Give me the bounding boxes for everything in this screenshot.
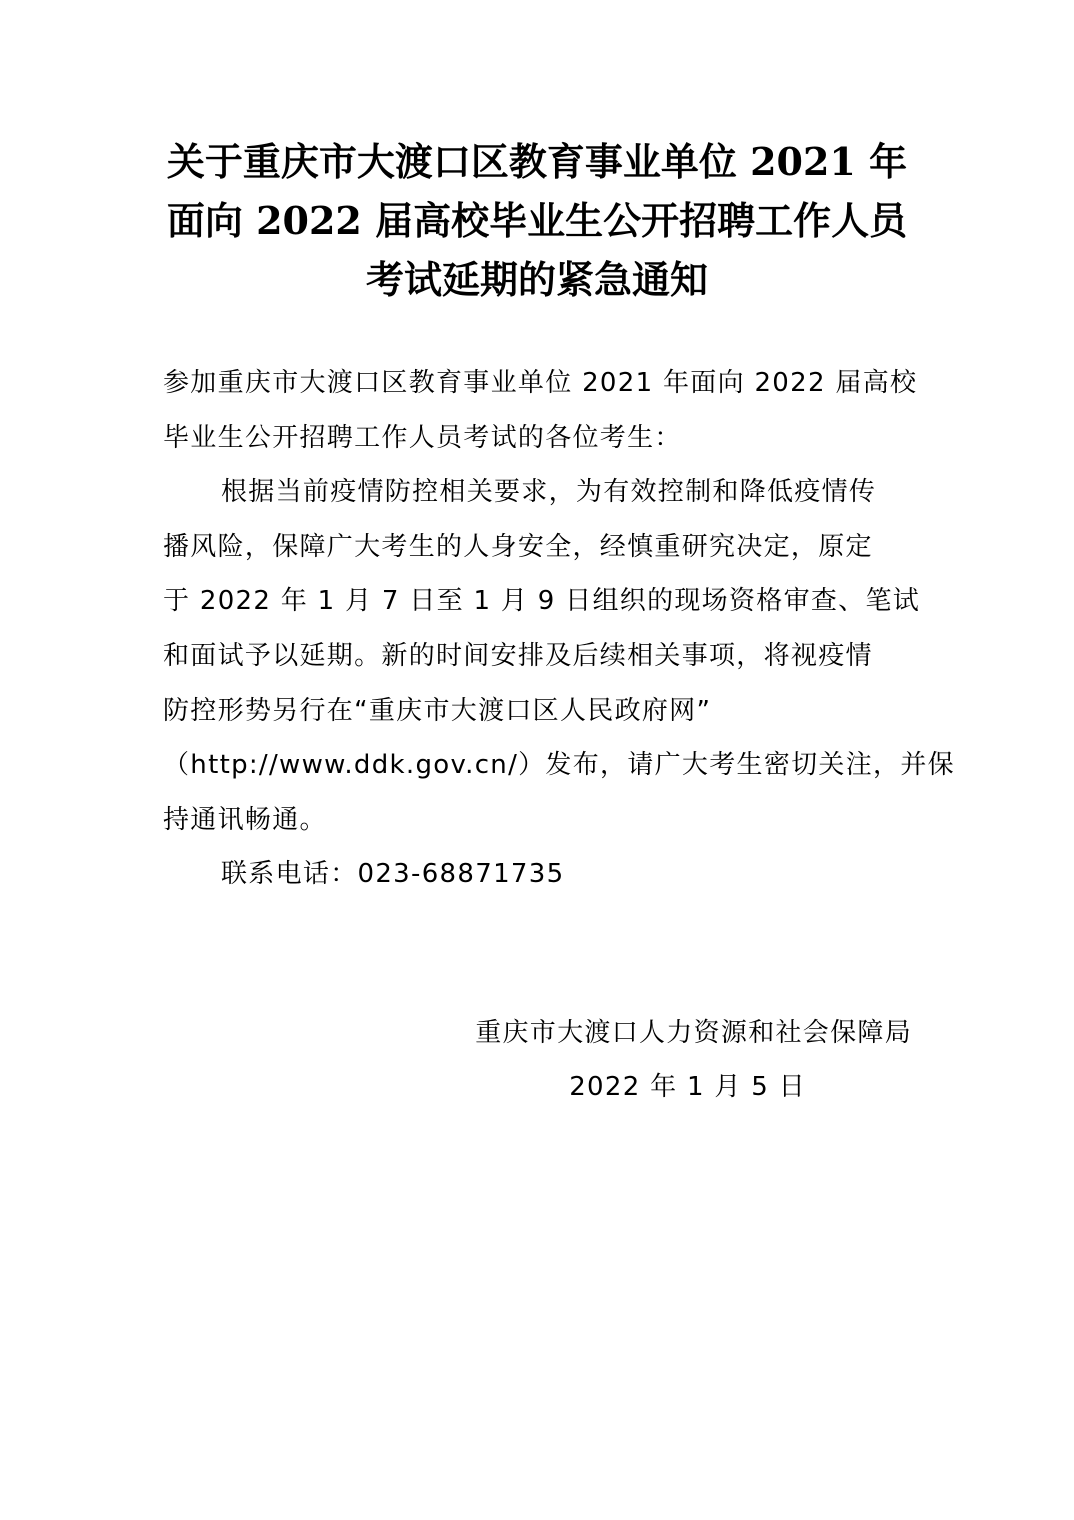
document-body <box>163 356 955 902</box>
salutation-line-1: 参加重庆市大渡口区教育事业单位 2021 年面向 2022 届高校 <box>163 368 918 398</box>
title-line-1: 关于重庆市大渡口区教育事业单位 2021 年 <box>166 139 908 184</box>
body-paragraph-line-url: （http://www.ddk.gov.cn/）发布，请广大考生密切关注，并保 <box>163 750 955 781</box>
body-paragraph-line: 和面试予以延期。新的时间安排及后续相关事项，将视疫情 <box>163 640 873 671</box>
body-paragraph-line: 持通讯畅通。 <box>163 804 327 835</box>
title-line-2: 面向 2022 届高校毕业生公开招聘工作人员 <box>166 198 908 243</box>
document-title <box>150 132 924 309</box>
signature-organization: 重庆市大渡口人力资源和社会保障局 <box>475 1018 912 1048</box>
signature-date: 2022 年 1 月 5 日 <box>569 1072 806 1102</box>
contact-phone: 联系电话：023-68871735 <box>221 859 565 890</box>
body-paragraph-line: 播风险，保障广大考生的人身安全，经慎重研究决定，原定 <box>163 531 873 562</box>
body-paragraph-line: 根据当前疫情防控相关要求，为有效控制和降低疫情传 <box>221 477 877 508</box>
salutation-line-2: 毕业生公开招聘工作人员考试的各位考生： <box>163 422 682 453</box>
body-paragraph-line: 防控形势另行在“重庆市大渡口区人民政府网” <box>163 695 712 726</box>
body-paragraph-line: 于 2022 年 1 月 7 日至 1 月 9 日组织的现场资格审查、笔试 <box>163 586 921 617</box>
title-line-3: 考试延期的紧急通知 <box>365 257 708 302</box>
